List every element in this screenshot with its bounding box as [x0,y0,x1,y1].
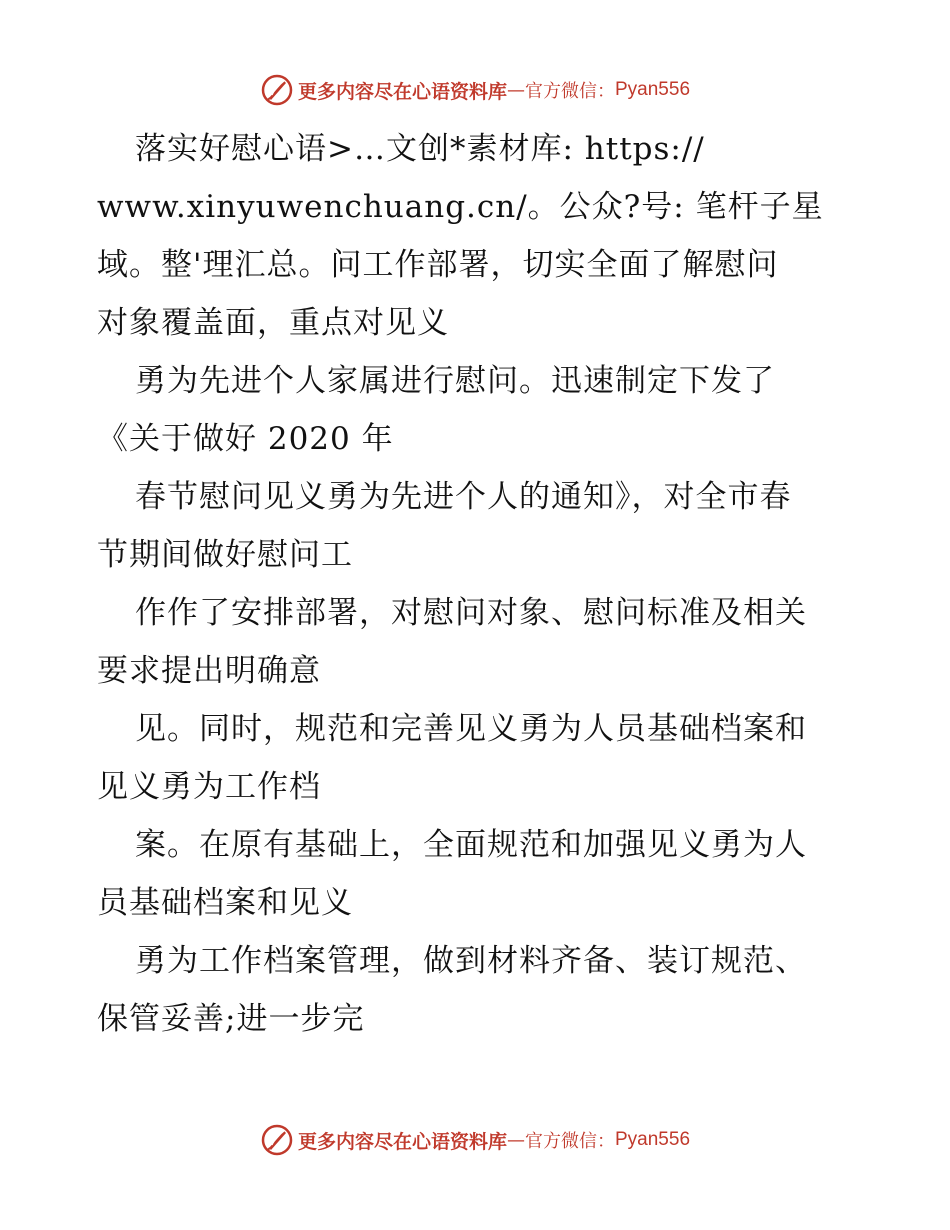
text-line: 勇为先进个人家属进行慰问。迅速制定下发了 [135,363,775,399]
text-line: 见。同时，规范和完善见义勇为人员基础档案和 [135,711,807,747]
text-line: 落实好慰心语>…文创*素材库: https:// [135,131,705,167]
watermark-dash: — [507,79,525,101]
watermark-code: Pyan556 [615,79,691,100]
footer-watermark [0,1120,950,1160]
text-line: 勇为工作档案管理，做到材料齐备、装订规范、 [135,943,807,979]
watermark-sub-text: 官方微信： [525,1131,615,1152]
watermark-sub-text: 官方微信： [525,81,615,102]
text-line: 保管妥善;进一步完 [97,1001,365,1037]
text-line: 案。在原有基础上，全面规范和加强见义勇为人 [135,827,807,863]
quill-logo-icon [260,73,294,107]
document-body [97,120,857,1048]
watermark-dash: — [507,1129,525,1151]
watermark-main-text: 更多内容尽在心语资料库 [297,80,507,103]
watermark-code: Pyan556 [615,1129,691,1150]
text-line: 对象覆盖面，重点对见义 [97,305,449,341]
text-line: 《关于做好 2020 年 [97,421,394,457]
text-line: 春节慰问见义勇为先进个人的通知》，对全市春 [135,479,792,515]
text-line: 见义勇为工作档 [97,769,321,805]
watermark-main-text: 更多内容尽在心语资料库 [297,1130,507,1153]
text-line: www.xinyuwenchuang.cn/。公众?号: 笔杆子星 [97,189,824,225]
text-line: 要求提出明确意 [97,653,321,689]
text-line: 节期间做好慰问工 [97,537,353,573]
text-line: 域。整'理汇总。问工作部署，切实全面了解慰问 [97,247,779,283]
text-line: 作作了安排部署，对慰问对象、慰问标准及相关 [135,595,807,631]
quill-logo-icon [260,1123,294,1157]
header-watermark [0,70,950,110]
text-line: 员基础档案和见义 [97,885,353,921]
